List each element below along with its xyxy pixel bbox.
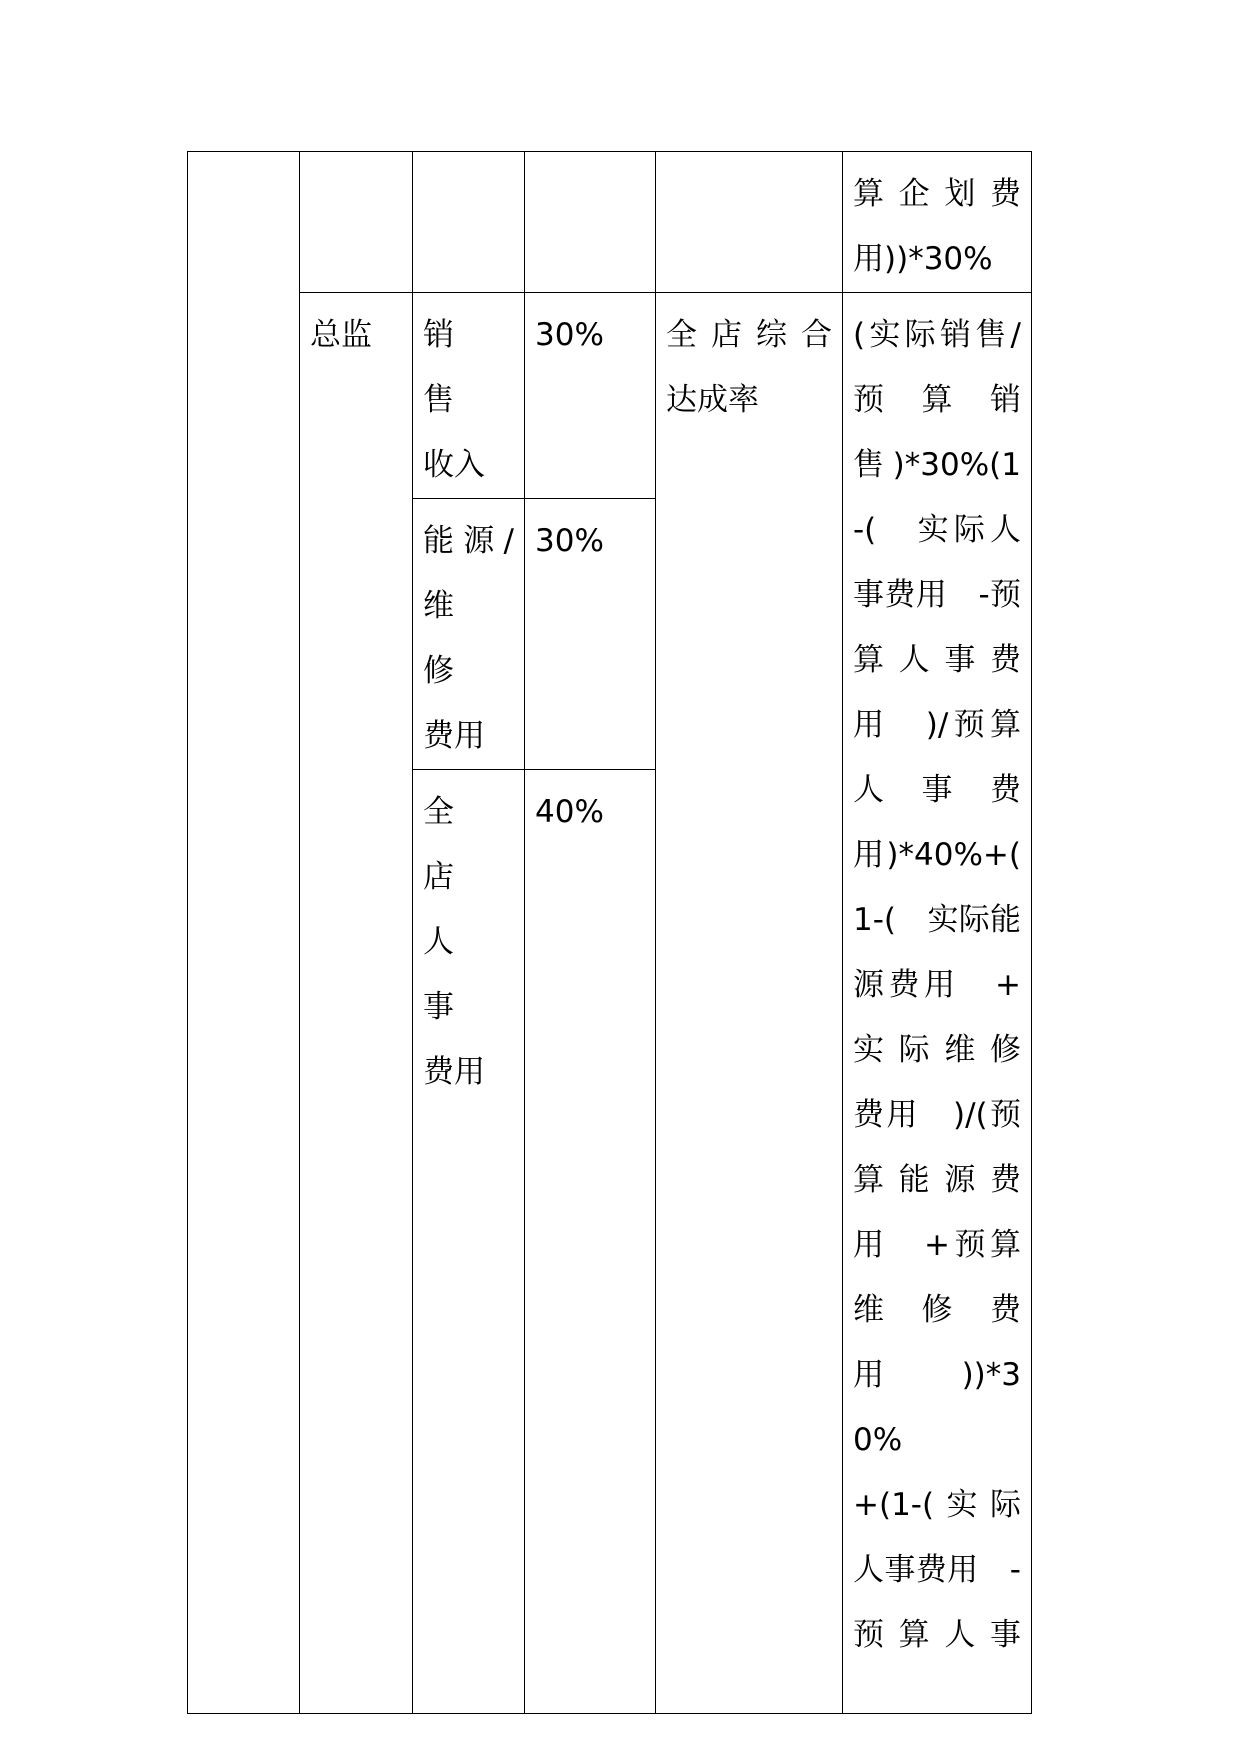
indicator-cell — [656, 293, 843, 1714]
text-line: 事费用 -预 — [853, 577, 1021, 613]
table-row — [188, 293, 1032, 499]
metric-name — [423, 303, 514, 498]
text-line: 维 修 费 — [853, 1292, 1021, 1328]
text-line: +(1-(实际 — [853, 1487, 1021, 1523]
text-line: 全 店 — [423, 794, 485, 895]
text-line: 算人事费 — [853, 642, 1021, 678]
text-line: 1-( 实际能 — [853, 902, 1021, 938]
formula-text — [853, 303, 1021, 1668]
text-line: 销 售 — [423, 317, 485, 418]
text-line: 费用 — [423, 1054, 485, 1090]
role-label: 总监 — [310, 317, 372, 353]
text-line: 用 )/预算 — [853, 707, 1021, 743]
metric-name-cell — [413, 293, 525, 499]
text-line: 能源/ — [423, 523, 514, 559]
text-line: 用)*40%+( — [853, 837, 1021, 873]
text-line: 费用 — [423, 718, 485, 754]
kpi-table — [187, 151, 1032, 1714]
text-line: 预算人事 — [853, 1617, 1021, 1653]
text-line: -( 实际人 — [853, 512, 1021, 548]
empty-cell — [188, 152, 300, 1714]
metric-weight: 30% — [535, 317, 604, 353]
text-line: 用 +预算 — [853, 1227, 1021, 1263]
text-line: 用))*30% — [853, 241, 993, 277]
text-line: 收入 — [423, 447, 485, 483]
empty-cell — [300, 152, 413, 293]
text-line: 算企划费 — [853, 176, 1021, 212]
formula-cell — [843, 293, 1032, 1714]
formula-text — [853, 162, 1021, 292]
text-line: 算能源费 — [853, 1162, 1021, 1198]
text-line: 达成率 — [666, 382, 759, 418]
metric-weight-cell — [525, 499, 656, 770]
text-line: 维 修 — [423, 588, 485, 689]
metric-weight: 30% — [535, 523, 604, 559]
text-line: 预 算 销 — [853, 382, 1021, 418]
text-line: 费用 )/(预 — [853, 1097, 1021, 1133]
role-cell — [300, 293, 413, 1714]
indicator-text — [666, 303, 832, 433]
empty-cell — [413, 152, 525, 293]
text-line: 人 事 费 — [853, 772, 1021, 808]
metric-weight: 40% — [535, 794, 604, 830]
text-line: 售)*30%(1 — [853, 447, 1021, 483]
metric-name-cell — [413, 770, 525, 1714]
text-line: 源费用 + — [853, 967, 1021, 1003]
text-line: (实际销售/ — [853, 317, 1021, 353]
formula-cell — [843, 152, 1032, 293]
text-line: 实际维修 — [853, 1032, 1021, 1068]
empty-cell — [525, 152, 656, 293]
metric-name — [423, 509, 514, 769]
text-line: 人事费用 - — [853, 1552, 1021, 1588]
metric-weight-cell — [525, 770, 656, 1714]
metric-name — [423, 780, 514, 1105]
text-line: 全店综合 — [666, 317, 832, 353]
text-line: 用 ))*30% — [853, 1357, 1021, 1458]
text-line: 人 事 — [423, 924, 485, 1025]
empty-cell — [656, 152, 843, 293]
metric-weight-cell — [525, 293, 656, 499]
metric-name-cell — [413, 499, 525, 770]
table-row — [188, 152, 1032, 293]
